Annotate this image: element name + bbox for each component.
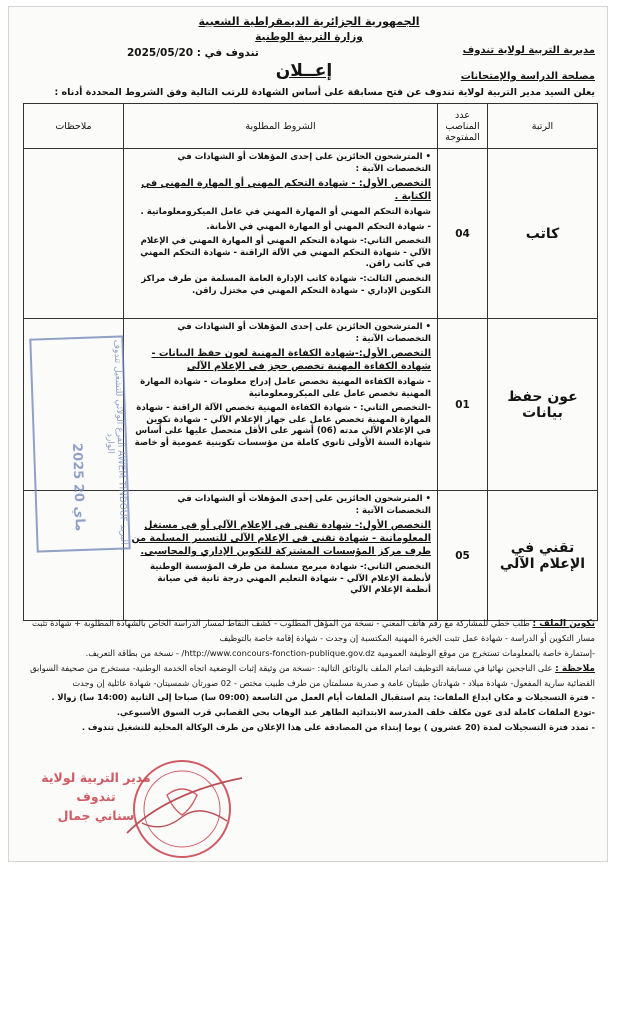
- schedule-line: - تمدد فترة التسجيلات لمدة (20 عشرون ) يوما إبتداء من المصادقة على هذا الإعلان من طرف الوكالة المحلية للتشغيل تندوف .: [81, 722, 595, 733]
- ministry-heading: وزارة التربية الوطنية: [255, 31, 363, 43]
- notes-cell: [24, 149, 124, 319]
- file-paragraph: [21, 617, 595, 645]
- schedule-line: - فترة التسجيلات و مكان ايداع الملفات: يتم استقبال الملفات أيام العمل من التاسعة (09:00 سا) صباحا إلى الثانية (14:00 سا) زوالا .: [51, 692, 595, 703]
- intro-text: يعلن السيد مدير التربية لولاية تندوف عن فتح مسابقة على أساس الشهادة للرتب التالية وفق الشروط المحددة أدناه :: [54, 87, 595, 98]
- condition-line: - شهادة الكفاءة المهنية تخصص عامل إدراج معلومات - شهادة المهارة المهنية تخصص عامل على الميكرومعلوماتية: [140, 377, 431, 399]
- table-row: [24, 149, 598, 319]
- conditions-cell: [124, 149, 438, 319]
- posts-cell: 04: [438, 149, 488, 319]
- condition-line: التخصص الثاني:- شهادة التحكم المهني أو المهارة المهني في الإعلام الآلي - شهادة التحكم المهني في الآلة الراقنة - شهادة التحكم المهني في كاتب راقن.: [140, 236, 431, 270]
- posts-cell: 05: [438, 491, 488, 621]
- note-paragraph: [21, 662, 595, 690]
- note-label: ملاحظة :: [555, 663, 595, 674]
- condition-line: شهادة التحكم المهني أو المهارة المهني في عامل الميكرومعلوماتية .: [140, 207, 431, 218]
- file-label: تكوين الملف :: [532, 619, 595, 629]
- file-text: طلب خطي للمشاركة مع رقم هاتف المعني - نسخة من المؤهل المطلوب - كشف النقاط لمسار الدراسة الخاص بالشهادة المطلوبة + شهادة تثبت مسار التكوين أو الدراسة - شهادة عمل تثبت الخبرة المهنية المكتسبة إن وجدت - شهادة إقامة خاصة بالتوظيف: [32, 618, 595, 643]
- posts-cell: 01: [438, 319, 488, 491]
- header-rank: الرتبة: [488, 104, 598, 149]
- header-posts: عدد المناصب المفتوحة: [438, 104, 488, 149]
- signature-line-1: مدير التربية لولاية تندوف: [41, 770, 151, 804]
- header-notes: ملاحظات: [24, 104, 124, 149]
- conditions-cell: [124, 491, 438, 621]
- received-stamp-text: الفرع الولائي للتشغيل تندوف AWEM TINDOUF البريد الوارد: [104, 339, 129, 546]
- signature-line-2: سناني جمال: [57, 807, 135, 823]
- date-line: تندوف في : 2025/05/20: [127, 47, 259, 59]
- condition-line: -التخصص الثاني: - شهادة الكفاءة المهنية تخصص الآلة الراقنة - شهادة المهارة المهنية تخصص عامل على جهاز الإعلام الآلي - شهادة تكوين في الإعلام الآلي مدته (06) أشهر على الأقل متحصل عليها على أساس شهادة السنة الأولى ثانوي كاملة من مؤسسات تكوينية عمومية أو خاصة: [134, 403, 431, 449]
- page-title: إعــلان: [275, 61, 333, 81]
- republic-heading: الجمهورية الجزائرية الديمقراطية الشعبية: [198, 15, 420, 28]
- received-stamp-date: 2025 ماي 20: [68, 442, 88, 532]
- condition-line: التخصص الثاني:- شهادة مبرمج مسلمة من طرف المؤسسة الوطنية لأنظمة الإعلام الآلي - شهادة التعليم المهني درجة ثانية في صيانة أنظمة الإعلام الآلي: [150, 562, 431, 596]
- conditions-cell: [124, 319, 438, 491]
- rank-cell: عون حفظ بيانات: [488, 319, 598, 491]
- table-header-row: [24, 104, 598, 149]
- conditions-intro: • المترشحون الحائزين على إحدى المؤهلات أو الشهادات في التخصصات الآتية :: [177, 322, 431, 344]
- condition-line: التخصص الأول:-شهادة الكفاءة المهنية لعون حفظ البيانات - شهادة الكفاءة المهنية تخصص حجز في الإعلام الآلي: [151, 348, 431, 373]
- header-conditions: الشروط المطلوبة: [124, 104, 438, 149]
- condition-line: - شهادة التحكم المهني أو المهارة المهني في الأمانة.: [206, 221, 431, 232]
- form-line: -إستمارة خاصة بالمعلومات تستخرج من موقع الوظيفة العمومية http://www.concours-fonction-publique.gov.dz/ - نسخة من بطاقة التعريف.: [85, 647, 595, 658]
- service-heading: مصلحة الدراسة والإمتحانات: [460, 71, 595, 82]
- condition-line: التخصص الثالث:- شهادة كاتب الإدارة العامة المسلمة من طرف مراكز التكوين الإداري - شهادة التحكم المهني في مختزل راقن.: [141, 274, 431, 296]
- received-stamp: [29, 335, 130, 552]
- conditions-intro: • المترشحون الحائزين على إحدى المؤهلات أو الشهادات في التخصصات الآتية :: [177, 152, 431, 174]
- signature-stamp: [21, 769, 171, 825]
- notes-section: [21, 617, 595, 736]
- schedule-line: -تودع الملفات كاملة لدى عون مكلف خلف المدرسة الابتدائية الطاهر عبد الوهاب بحي القصابي قرب السوق الأسبوعي.: [116, 707, 595, 718]
- rank-cell: كاتب: [488, 149, 598, 319]
- condition-line: التخصص الأول: - شهادة التحكم المهني أو المهارة المهني في الكتابة .: [141, 178, 431, 203]
- directorate-heading: مديرية التربية لولاية تندوف: [462, 45, 595, 56]
- conditions-intro: • المترشحون الحائزين على إحدى المؤهلات أو الشهادات في التخصصات الآتية :: [177, 494, 431, 516]
- rank-cell: تقني في الإعلام الآلي: [488, 491, 598, 621]
- note-text: على الناجحين نهائيا في مسابقة التوظيف اتمام الملف بالوثائق التالية: -نسخة من وثيقة إثبات الوضعية اتجاه الخدمة الوطنية- مستخرج من صحيفة السوابق القضائية سارية المفعول- شهادة ميلاد - شهادتان طبيتان عامة و صدرية مسلمتان من طرف طبيب مختص - 02 صورتان شمسيتان- شهادة عائلية إن وجدت: [30, 662, 595, 688]
- announcement-page: [8, 6, 608, 862]
- condition-line: التخصص الأول:- شهادة تقني في الإعلام الآلي أو في مستغل المعلوماتية - شهادة تقني في الإعلام الآلي للتسيير المسلمة من طرف مركز المؤسسات المشتركة للتكوين الإداري والمحاسبي.: [131, 520, 431, 558]
